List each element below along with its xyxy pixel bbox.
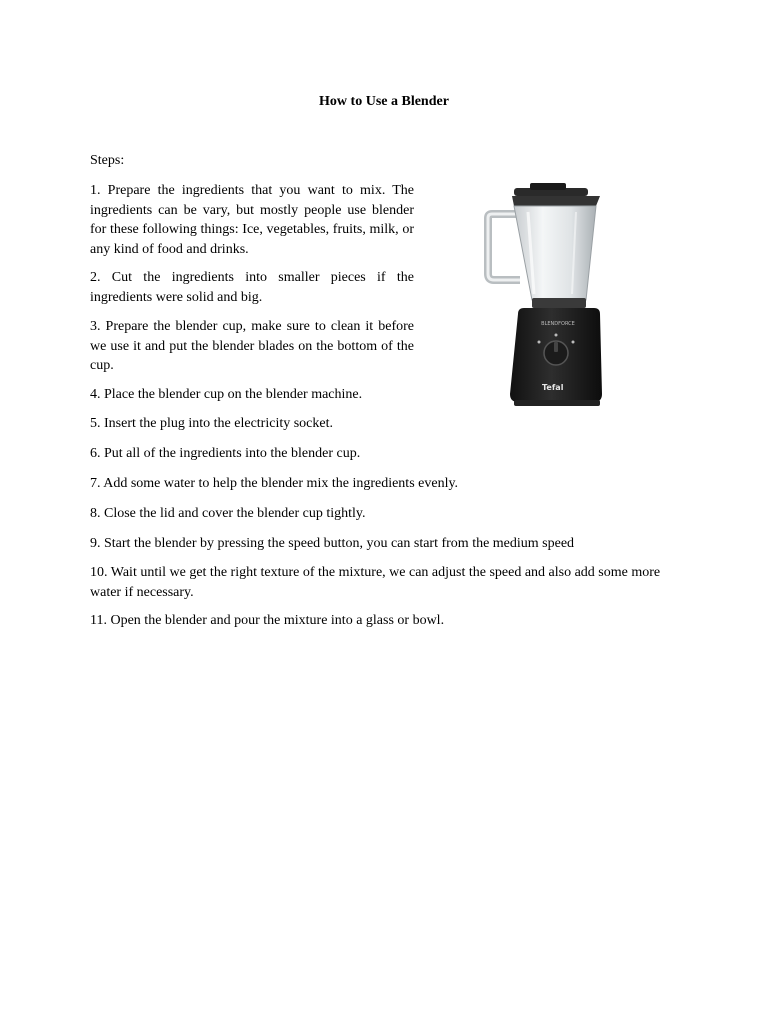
model-label: BLENDFORCE <box>541 321 575 327</box>
step-5: 5. Insert the plug into the electricity socket. <box>90 416 333 431</box>
blender-icon <box>478 182 608 412</box>
step-11: 11. Open the blender and pour the mixture into a glass or bowl. <box>90 613 445 628</box>
blender-image <box>478 182 608 412</box>
step-7: 7. Add some water to help the blender mix the ingredients evenly. <box>90 476 459 491</box>
page-title: How to Use a Blender <box>319 94 449 109</box>
step-4: 4. Place the blender cup on the blender machine. <box>90 387 363 402</box>
brand-label: Tefal <box>542 383 564 392</box>
step-6: 6. Put all of the ingredients into the blender cup. <box>90 446 361 461</box>
step-2: 2. Cut the ingredients into smaller pieces if the ingredients were solid and big. <box>90 270 414 305</box>
step-3: 3. Prepare the blender cup, make sure to clean it before we use it and put the blender blades on the bottom of the cup. <box>90 319 414 373</box>
step-10: 10. Wait until we get the right texture of the mixture, we can adjust the speed and also add some more water if necessary. <box>90 565 661 600</box>
step-8: 8. Close the lid and cover the blender cup tightly. <box>90 506 366 521</box>
step-9: 9. Start the blender by pressing the speed button, you can start from the medium speed <box>90 536 575 551</box>
step-1: 1. Prepare the ingredients that you want to mix. The ingredients can be vary, but mostly people use blender for these following things: Ice, vegetables, fruits, milk, or any kind of food and drinks. <box>90 183 414 257</box>
steps-label: Steps: <box>90 153 125 168</box>
